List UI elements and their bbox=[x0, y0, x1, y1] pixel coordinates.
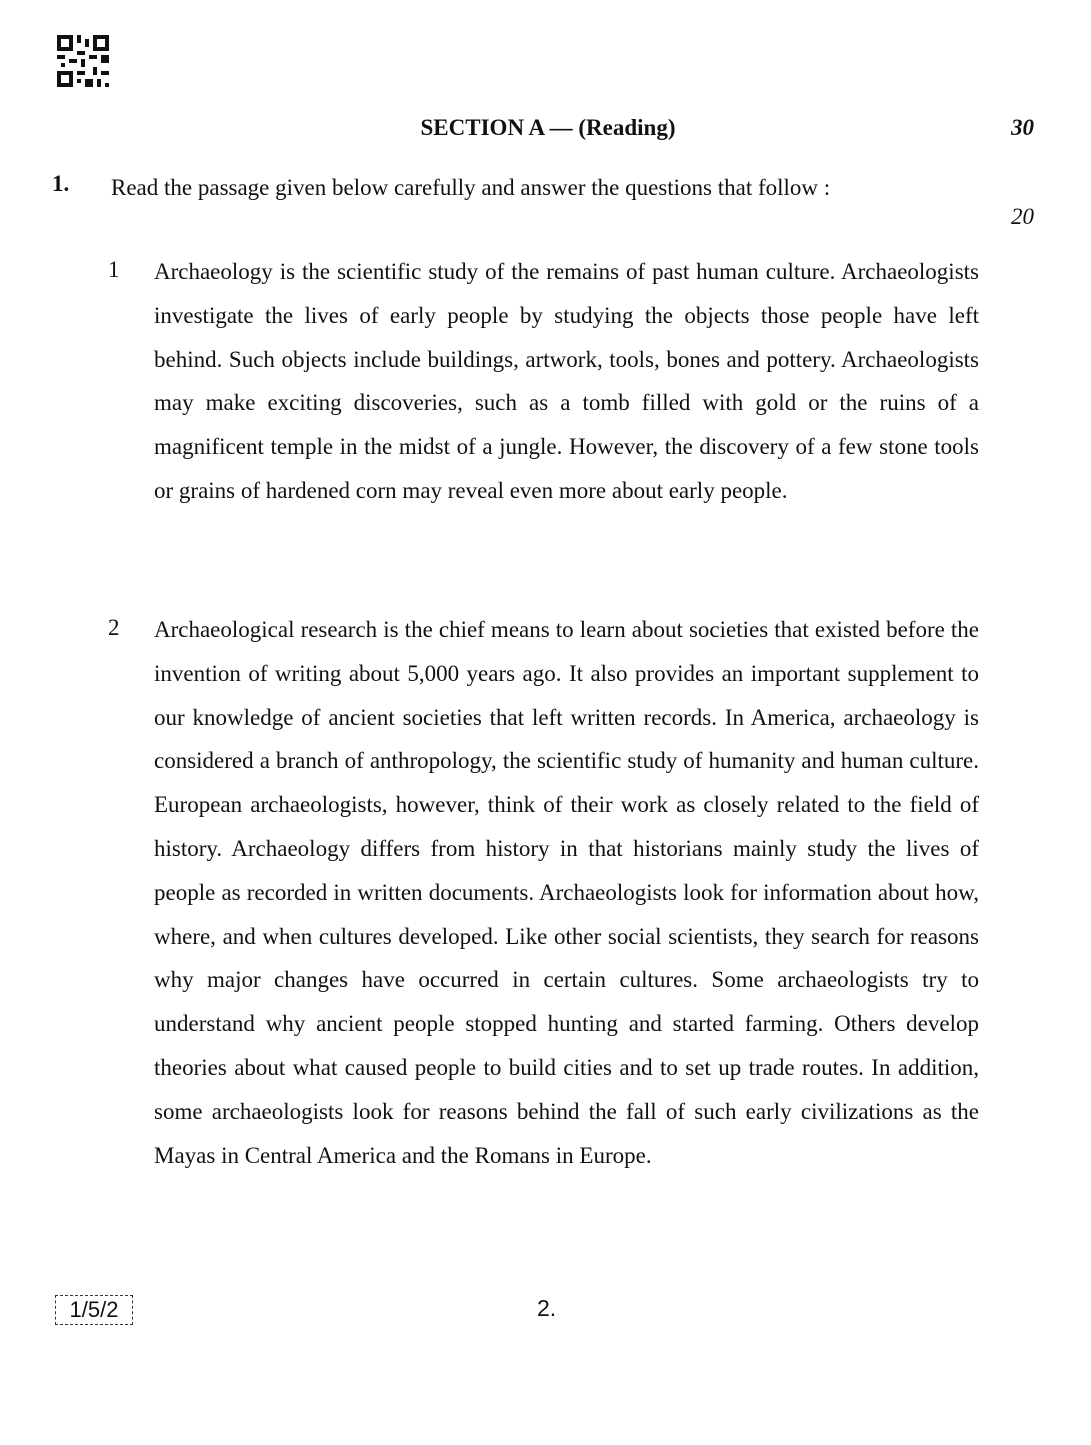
paragraph-number: 2 bbox=[108, 615, 120, 640]
paper-code: 1/5/2 bbox=[55, 1295, 133, 1325]
qr-code-icon bbox=[57, 35, 109, 87]
page-number: 2. bbox=[537, 1295, 557, 1321]
passage-paragraph: Archaeological research is the chief means to learn about societies that existed before the invention of writing about 5,000 years ago. It also provides an important supplement to our knowledge of ancient societies that left written records. In America, archaeology is considered a branch of anthropology, the scientific study of humanity and human culture. European archaeologists, however, think of their work as closely related to the field of history. Archaeology differs from history in that historians mainly study the lives of people as recorded in written documents. Archaeologists look for information about how, where, and when cultures developed. Like other social scientists, they search for reasons why major changes have occurred in certain cultures. Some archaeologists try to understand why ancient people stopped hunting and started farming. Others develop theories about what caused people to build cities and to set up trade routes. In addition, some archaeologists look for reasons behind the fall of such early civilizations as the Mayas in Central America and the Romans in Europe. bbox=[154, 617, 979, 1168]
question-text: Read the passage given below carefully and answer the questions that follow : bbox=[111, 175, 831, 200]
paragraph-number: 1 bbox=[108, 257, 120, 282]
passage-paragraph: Archaeology is the scientific study of the remains of past human culture. Archaeologists investigate the lives of early people by studying the objects those people have left behind. Such objects include buildings, artwork, tools, bones and pottery. Archaeologists may make exciting discoveries, such as a tomb filled with gold or the ruins of a magnificent temple in the midst of a jungle. However, the discovery of a few stone tools or grains of hardened corn may reveal even more about early people. bbox=[154, 259, 979, 503]
section-title: SECTION A — (Reading) bbox=[420, 115, 676, 140]
question-number: 1. bbox=[52, 171, 70, 196]
question-marks: 20 bbox=[1011, 204, 1034, 229]
section-marks: 30 bbox=[1011, 115, 1034, 140]
